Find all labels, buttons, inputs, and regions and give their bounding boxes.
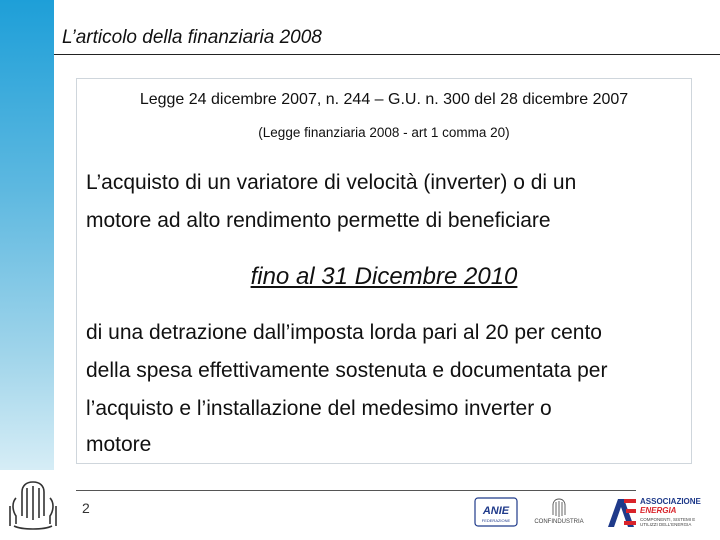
body-line-4: della spesa effettivamente sostenuta e documentata per bbox=[86, 359, 608, 382]
svg-text:FEDERAZIONE: FEDERAZIONE bbox=[481, 518, 511, 523]
body-line-1: L’acquisto di un variatore di velocità (inverter) o di un bbox=[86, 171, 577, 194]
anie-logo bbox=[474, 497, 518, 527]
associazione-energia-subtitle: COMPONENTI, SISTEMI E UTILIZZI DELL'ENERGIA bbox=[640, 517, 696, 527]
body-line-5: l’acquisto e l’installazione del medesimo inverter o bbox=[86, 397, 552, 420]
content-box bbox=[76, 78, 692, 464]
deadline-highlight: fino al 31 Dicembre 2010 bbox=[250, 263, 518, 290]
svg-text:ANIE: ANIE bbox=[482, 505, 510, 517]
footer-divider bbox=[76, 490, 636, 491]
associazione-energia-name bbox=[640, 497, 701, 515]
ae-name-line-2: ENERGIA bbox=[640, 506, 677, 515]
slide-title: L’articolo della finanziaria 2008 bbox=[62, 27, 322, 48]
body-line-2: motore ad alto rendimento permette di beneficiare bbox=[86, 209, 551, 232]
title-divider bbox=[54, 54, 720, 55]
page-number: 2 bbox=[82, 500, 90, 516]
law-reference: Legge 24 dicembre 2007, n. 244 – G.U. n. 300 del 28 dicembre 2007 bbox=[139, 91, 629, 108]
ae-name-line-1: ASSOCIAZIONE bbox=[640, 497, 701, 506]
body-line-6: motore bbox=[86, 433, 152, 456]
confindustria-label: CONFINDUSTRIA bbox=[534, 519, 584, 525]
confindustria-eagle-logo bbox=[6, 476, 60, 532]
sidebar-gradient-bar bbox=[0, 0, 54, 470]
body-line-3: di una detrazione dall’imposta lorda pari al 20 per cento bbox=[86, 321, 602, 344]
law-subreference: (Legge finanziaria 2008 - art 1 comma 20) bbox=[258, 125, 510, 140]
